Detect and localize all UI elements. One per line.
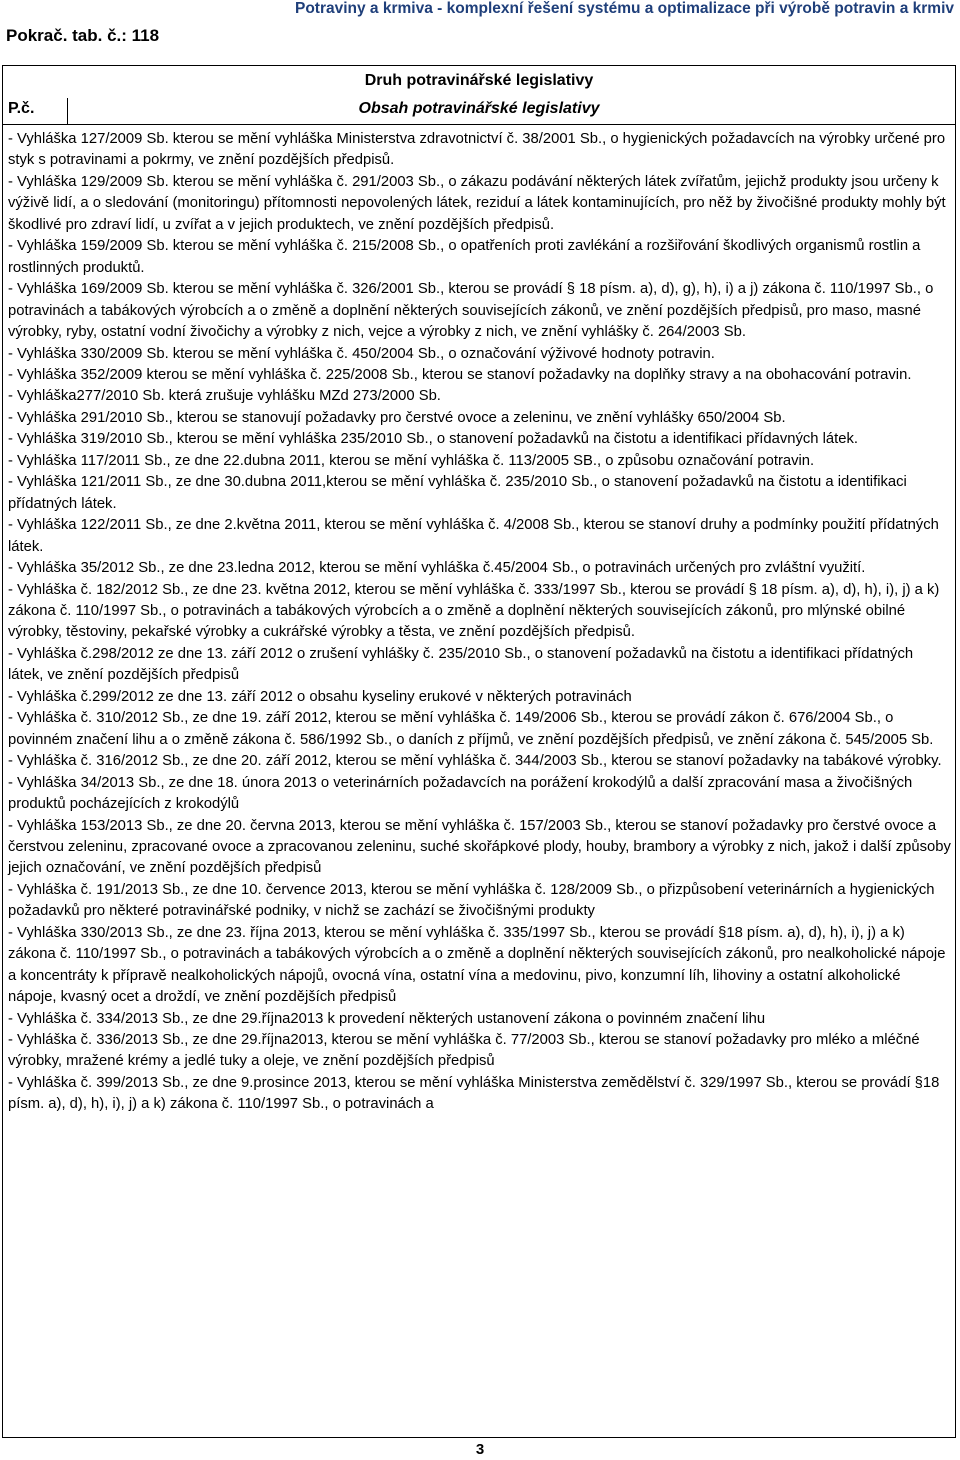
legislation-entry: - Vyhláška 291/2010 Sb., kterou se stanovují požadavky pro čerstvé ovoce a zeleninu, ve znění vyhlášky 650/2004 Sb. (8, 409, 786, 426)
legislation-entry: - Vyhláška 129/2009 Sb. kterou se mění vyhláška č. 291/2003 Sb., o zákazu podávání některých látek zvířatům, jejichž produkty jsou určeny k výživě lidí, a o sledování (monitoringu) přítomnosti nepovolených látek, reziduí a látek kontaminujících, pro něž by živočišné produkty mohly být škodlivé pro zdraví lidí, u zvířat a v jejich produktech, ve znění pozdějších předpisů. (8, 173, 946, 233)
header-row-number: P.č. (8, 100, 35, 117)
table-header (3, 66, 955, 125)
legislation-entry: - Vyhláška 117/2011 Sb., ze dne 22.dubna 2011, kterou se mění vyhláška č. 113/2005 SB., o způsobu označování potravin. (8, 452, 815, 469)
legislation-entry: - Vyhláška č. 182/2012 Sb., ze dne 23. května 2012, kterou se mění vyhláška č. 333/1997 Sb., kterou se provádí § 18 písm. a), d), h), i), j) a k) zákona č. 110/1997 Sb., o potravinách a tabákových výrobcích a o změně a doplnění některých souvisejících zákonů, pro mlýnské obilné výrobky, těstoviny, pekařské výrobky a cukrářské výrobky a těsta, ve znění pozdějších předpisů. (8, 581, 940, 641)
legislation-entry: - Vyhláška č.298/2012 ze dne 13. září 2012 o zrušení vyhlášky č. 235/2010 Sb., o stanovení požadavků na čistotu a identifikaci přídatných látek, ve znění pozdějších předpisů (8, 645, 914, 684)
legislation-entry: - Vyhláška č. 336/2013 Sb., ze dne 29.října2013, kterou se mění vyhláška č. 77/2003 Sb., kterou se stanoví požadavky pro mléko a mléčné výrobky, mražené krémy a jedlé tuky a oleje, ve znění pozdějších předpisů (8, 1032, 920, 1070)
legislation-entry: - Vyhláška 127/2009 Sb. kterou se mění vyhláška Ministerstva zdravotnictví č. 38/2001 Sb., o hygienických požadavcích na výrobky určené pro styk s potravinami a pokrmy, ve znění pozdějších předpisů. (8, 131, 946, 169)
legislation-entry: - Vyhláška č. 399/2013 Sb., ze dne 9.prosince 2013, kterou se mění vyhláška Ministerstva zemědělství č. 329/1997 Sb., kterou se provádí §18 písm. a), d), h), i), j) a k) zákona č. 110/1997 Sb., o potravinách a (8, 1074, 940, 1113)
document-title: Potraviny a krmiva - komplexní řešení systému a optimalizace při výrobě potravin a krmiv (294, 0, 954, 17)
legislation-entry: - Vyhláška 330/2013 Sb., ze dne 23. října 2013, kterou se mění vyhláška č. 335/1997 Sb., kterou se provádí §18 písm. a), d), h), i), j) a k) zákona č. 110/1997 Sb., o potravinách a tabákových výrobcích a o změně a doplnění některých souvisejících zákonů, pro nealkoholické nápoje a koncentráty k přípravě nealkoholických nápojů, ovocná vína, ostatní vína a medovinu, pivo, konzumní líh, lihoviny a ostatní alkoholické nápoje, kvasný ocet a droždí, ve znění pozdějších předpisů (8, 924, 946, 1006)
legislation-entry: - Vyhláška 35/2012 Sb., ze dne 23.ledna 2012, kterou se mění vyhláška č.45/2004 Sb., o potravinách určených pro zvláštní využití. (8, 560, 866, 577)
legislation-entry: - Vyhláška 34/2013 Sb., ze dne 18. února 2013 o veterinárních požadavcích na porážení krokodýlů a další zpracování masa a živočišných produktů pocházejících z krokodýlů (8, 774, 913, 813)
legislation-entry: - Vyhláška č.299/2012 ze dne 13. září 2012 o obsahu kyseliny erukové v některých potravinách (8, 688, 632, 705)
legislation-entry: - Vyhláška 169/2009 Sb. kterou se mění vyhláška č. 326/2001 Sb., kterou se provádí § 18 písm. a), d), g), h), i) a j) zákona č. 110/1997 Sb., o potravinách a tabákových výrobcích a o změně a doplnění některých souvisejících zákonů, ve znění pozdějších předpisů, pro maso, masné výrobky, ryby, ostatní vodní živočichy a výrobky z nich, vejce a výrobky z nich, ve znění vyhlášky č. 264/2003 Sb. (8, 281, 934, 341)
legislation-entry: - Vyhláška 330/2009 Sb. kterou se mění vyhláška č. 450/2004 Sb., o označování výživové hodnoty potravin. (8, 345, 715, 362)
legislation-entry: - Vyhláška č. 191/2013 Sb., ze dne 10. července 2013, kterou se mění vyhláška č. 128/2009 Sb., o přizpůsobení veterinárních a hygienických požadavků pro některé potravinářské podniky, v nichž se zachází se živočišnými produkty (8, 881, 935, 920)
page-header (0, 0, 960, 60)
table-continuation-label: Pokrač. tab. č.: 118 (6, 26, 160, 45)
legislation-entry: - Vyhláška č. 316/2012 Sb., ze dne 20. září 2012, kterou se mění vyhláška č. 344/2003 Sb., kterou se stanoví požadavky na tabákové výrobky. (8, 753, 942, 770)
header-legislation-content: Obsah potravinářské legislativy (358, 100, 600, 117)
legislation-entry: - Vyhláška 153/2013 Sb., ze dne 20. června 2013, kterou se mění vyhláška č. 157/2003 Sb., kterou se stanoví požadavky pro čerstvé ovoce a čerstvou zeleninu, zpracované ovoce a zpracovanou zeleninu, suché skořápkové plody, houby, brambory a výrobky z nich, jakož i další způsoby jejich označování, ve znění pozdějších předpisů (8, 817, 951, 877)
legislation-entry: - Vyhláška č. 334/2013 Sb., ze dne 29.října2013 k provedení některých ustanovení zákona o povinném značení lihu (8, 1010, 766, 1027)
legislation-entry: - Vyhláška č. 310/2012 Sb., ze dne 19. září 2012, kterou se mění vyhláška č. 149/2006 Sb., kterou se provádí zákon č. 676/2004 Sb., o povinném značení lihu a o změně zákona č. 586/1992 Sb., o daních z příjmů, ve znění pozdějších předpisů, ve znění zákona č. 545/2005 Sb. (8, 710, 934, 748)
legislation-entry: - Vyhláška 122/2011 Sb., ze dne 2.května 2011, kterou se mění vyhláška č. 4/2008 Sb., kterou se stanoví druhy a podmínky použití přídatných látek. (8, 517, 939, 555)
legislation-entry: - Vyhláška277/2010 Sb. která zrušuje vyhlášku MZd 273/2000 Sb. (8, 388, 441, 405)
legislation-entry: - Vyhláška 159/2009 Sb. kterou se mění vyhláška č. 215/2008 Sb., o opatřeních proti zavlékání a rozšiřování škodlivých organismů rostlin a rostlinných produktů. (8, 238, 921, 276)
legislation-entry: - Vyhláška 121/2011 Sb., ze dne 30.dubna 2011,kterou se mění vyhláška č. 235/2010 Sb., o stanovení požadavků na čistotu a identifikaci přídatných látek. (8, 474, 907, 512)
legislation-entry: - Vyhláška 319/2010 Sb., kterou se mění vyhláška 235/2010 Sb., o stanovení požadavků na čistotu a identifikaci přídavných látek. (8, 431, 858, 448)
header-legislation-type: Druh potravinářské legislativy (364, 72, 594, 89)
page-number: 3 (475, 1441, 485, 1458)
legislation-list (3, 125, 955, 1116)
column-divider (67, 98, 68, 125)
legislation-table (2, 65, 956, 1438)
legislation-entry: - Vyhláška 352/2009 kterou se mění vyhláška č. 225/2008 Sb., kterou se stanoví požadavky na doplňky stravy a na obohacování potravin. (8, 366, 912, 383)
